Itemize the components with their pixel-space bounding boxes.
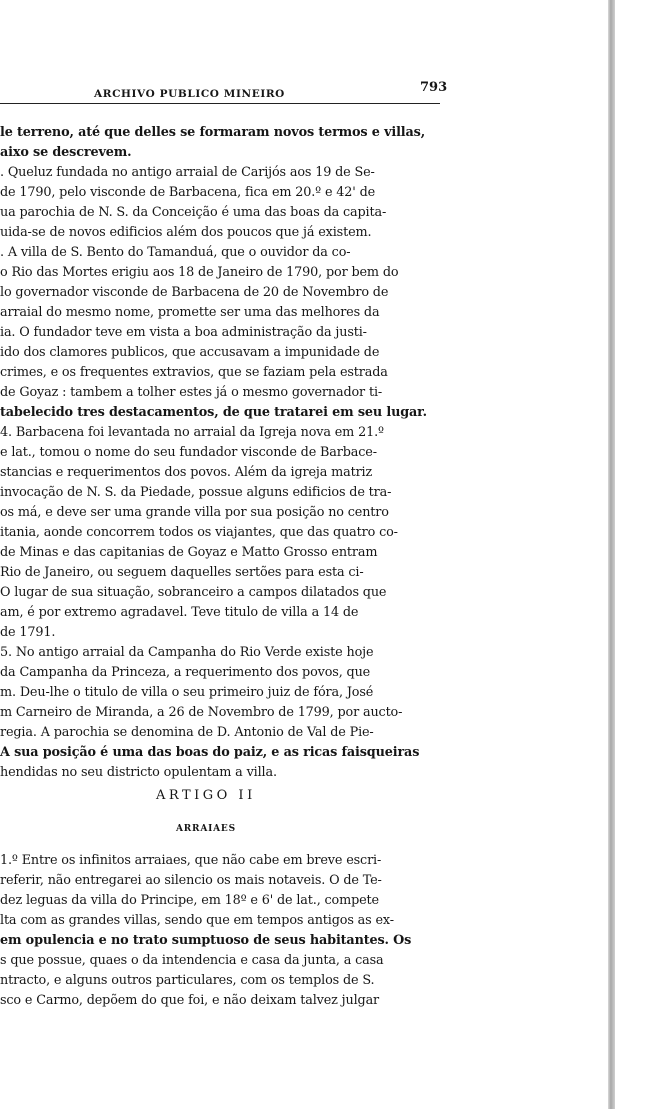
text-line: o Rio das Mortes erigiu aos 18 de Janeiro de 1790, por bem do	[0, 265, 399, 280]
text-line: Rio de Janeiro, ou seguem daquelles sertões para esta ci-	[0, 565, 364, 580]
page-header	[0, 78, 448, 106]
text-line: O lugar de sua situação, sobranceiro a campos dilatados que	[0, 585, 387, 600]
text-line: crimes, e os frequentes extravios, que se faziam pela estrada	[0, 365, 388, 380]
text-line: referir, não entregarei ao silencio os mais notaveis. O de Te-	[0, 873, 382, 888]
text-line: A sua posição é uma das boas do paiz, e as ricas faisqueiras	[0, 745, 420, 760]
text-line: da Campanha da Princeza, a requerimento dos povos, que	[0, 665, 371, 680]
text-line: tabelecido tres destacamentos, de que tratarei em seu lugar.	[0, 405, 427, 420]
text-line: regia. A parochia se denomina de D. Antonio de Val de Pie-	[0, 725, 374, 740]
text-line: . Queluz fundada no antigo arraial de Carijós aos 19 de Se-	[0, 165, 375, 180]
text-line: de Goyaz : tambem a tolher estes já o mesmo governador ti-	[0, 385, 383, 400]
text-line: ntracto, e alguns outros particulares, com os templos de S.	[0, 973, 375, 988]
section-title: ARTIGO II	[156, 788, 256, 803]
text-line: de Minas e das capitanias de Goyaz e Matto Grosso entram	[0, 545, 378, 560]
text-line: . A villa de S. Bento do Tamanduá, que o ouvidor da co-	[0, 245, 351, 260]
text-line: am, é por extremo agradavel. Teve titulo de villa a 14 de	[0, 605, 359, 620]
text-line: dez leguas da villa do Principe, em 18º e 6' de lat., compete	[0, 893, 379, 908]
text-line: ia. O fundador teve em vista a boa administração da justi-	[0, 325, 367, 340]
text-line: ua parochia de N. S. da Conceição é uma das boas da capita-	[0, 205, 387, 220]
running-title: ARCHIVO PUBLICO MINEIRO	[94, 88, 285, 100]
text-line: em opulencia e no trato sumptuoso de seus habitantes. Os	[0, 933, 412, 948]
text-line: m Carneiro de Miranda, a 26 de Novembro de 1799, por aucto-	[0, 705, 403, 720]
text-line: hendidas no seu districto opulentam a villa.	[0, 765, 277, 780]
text-line: uida-se de novos edificios além dos poucos que já existem.	[0, 225, 372, 240]
text-line: lo governador visconde de Barbacena de 20 de Novembro de	[0, 285, 389, 300]
text-line: itania, aonde concorrem todos os viajantes, que das quatro co-	[0, 525, 398, 540]
text-line: e lat., tomou o nome do seu fundador visconde de Barbace-	[0, 445, 377, 460]
text-line: stancias e requerimentos dos povos. Além da igreja matriz	[0, 465, 373, 480]
text-line: invocação de N. S. da Piedade, possue alguns edificios de tra-	[0, 485, 392, 500]
text-line: os má, e deve ser uma grande villa por sua posição no centro	[0, 505, 389, 520]
text-line: de 1791.	[0, 625, 56, 640]
text-line: s que possue, quaes o da intendencia e casa da junta, a casa	[0, 953, 384, 968]
section-subtitle: ARRAIAES	[176, 824, 236, 834]
text-line: m. Deu-lhe o titulo de villa o seu primeiro juiz de fóra, José	[0, 685, 374, 700]
text-line: aixo se descrevem.	[0, 145, 132, 160]
page-gutter-edge	[608, 0, 615, 1109]
text-line: le terreno, até que delles se formaram novos termos e villas,	[0, 125, 426, 140]
page-number: 793	[420, 80, 448, 95]
text-line: 1.º Entre os infinitos arraiaes, que não cabe em breve escri-	[0, 853, 382, 868]
text-line: 5. No antigo arraial da Campanha do Rio Verde existe hoje	[0, 645, 374, 660]
text-line: ido dos clamores publicos, que accusavam a impunidade de	[0, 345, 380, 360]
text-line: de 1790, pelo visconde de Barbacena, fica em 20.º e 42' de	[0, 185, 376, 200]
text-line: sco e Carmo, depõem do que foi, e não deixam talvez julgar	[0, 993, 380, 1008]
header-rule	[0, 103, 440, 104]
text-line: lta com as grandes villas, sendo que em tempos antigos as ex-	[0, 913, 394, 928]
text-line: arraial do mesmo nome, promette ser uma das melhores da	[0, 305, 380, 320]
text-line: 4. Barbacena foi levantada no arraial da Igreja nova em 21.º	[0, 425, 384, 440]
